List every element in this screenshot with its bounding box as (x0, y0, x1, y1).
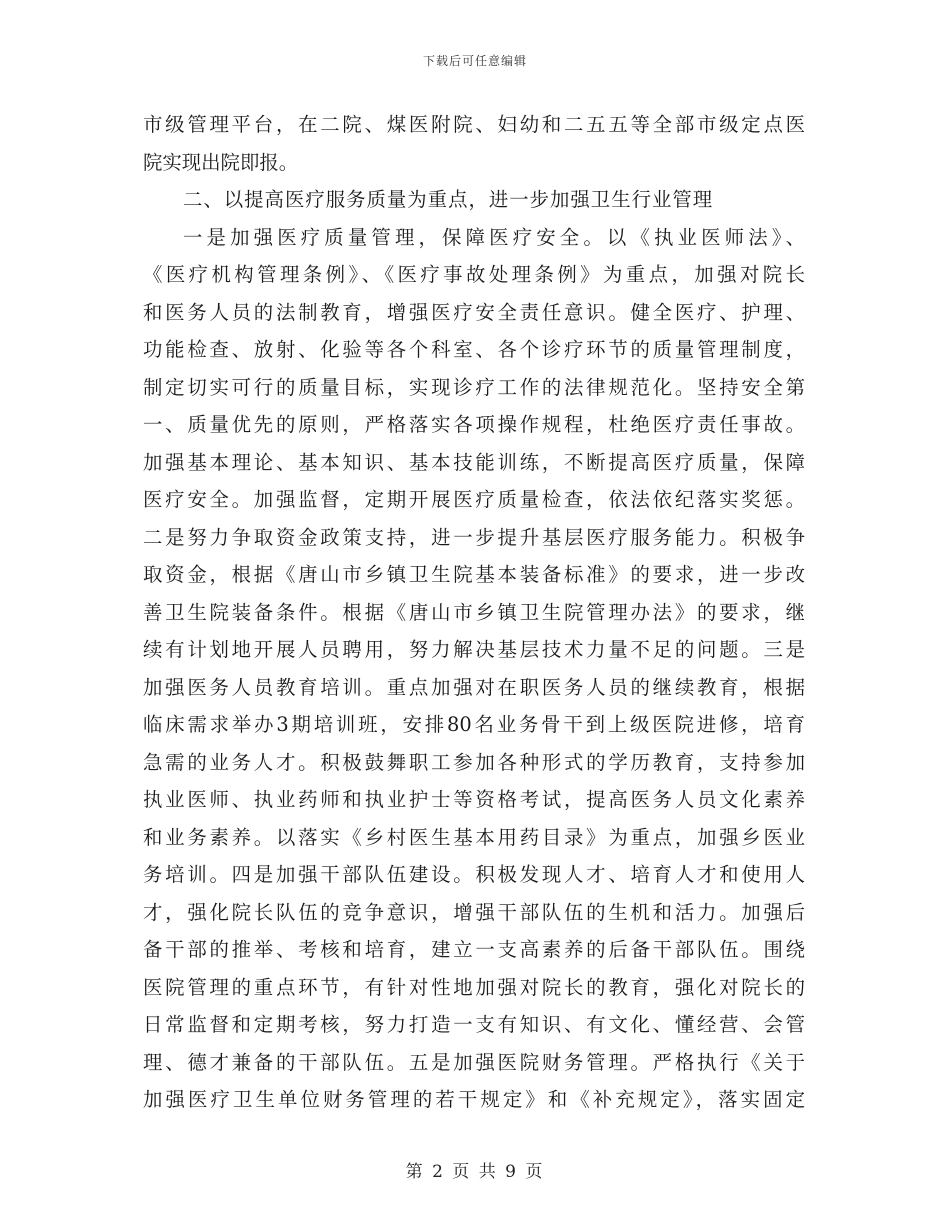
document-body (143, 106, 805, 1119)
body-line: 一、质量优先的原则，严格落实各项操作规程，杜绝医疗责任事故。 (143, 413, 805, 436)
body-line: 务培训。四是加强干部队伍建设。积极发现人才、培育人才和使用人 (143, 863, 805, 886)
body-line: 续有计划地开展人员聘用，努力解决基层技术力量不足的问题。三是 (143, 638, 805, 661)
body-line: 功能检查、放射、化验等各个科室、各个诊疗环节的质量管理制度， (143, 338, 805, 361)
body-line: 执业医师、执业药师和执业护士等资格考试，提高医务人员文化素养 (143, 788, 805, 811)
body-line: 和医务人员的法制教育，增强医疗安全责任意识。健全医疗、护理、 (143, 300, 805, 324)
body-line: 日常监督和定期考核，努力打造一支有知识、有文化、懂经营、会管 (143, 1013, 805, 1036)
body-line: 才，强化院长队伍的竞争意识，增强干部队伍的生机和活力。加强后 (143, 900, 805, 924)
body-line: 院实现出院即报。 (143, 150, 299, 174)
body-line: 急需的业务人才。积极鼓舞职工参加各种形式的学历教育，支持参加 (143, 750, 805, 774)
body-line: 《医疗机构管理条例》、《医疗事故处理条例》为重点，加强对院长 (143, 263, 805, 286)
body-line: 和业务素养。以落实《乡村医生基本用药目录》为重点，加强乡医业 (143, 825, 805, 849)
body-line: 医疗安全。加强监督，定期开展医疗质量检查，依法依纪落实奖惩。 (143, 488, 805, 511)
body-line: 加强医务人员教育培训。重点加强对在职医务人员的继续教育，根据 (143, 675, 805, 699)
body-line: 理、德才兼备的干部队伍。五是加强医院财务管理。严格执行《关于 (143, 1050, 805, 1074)
body-line: 备干部的推举、考核和培育，建立一支高素养的后备干部队伍。围绕 (143, 938, 805, 961)
body-line: 善卫生院装备条件。根据《唐山市乡镇卫生院管理办法》的要求，继 (143, 600, 805, 624)
body-line: 加强医疗卫生单位财务管理的若干规定》和《补充规定》，落实固定 (143, 1088, 805, 1111)
body-line: 加强基本理论、基本知识、基本技能训练，不断提高医疗质量，保障 (143, 450, 805, 474)
body-line: 取资金，根据《唐山市乡镇卫生院基本装备标准》的要求，进一步改 (143, 563, 805, 586)
body-line: 制定切实可行的质量目标，实现诊疗工作的法律规范化。坚持安全第 (143, 375, 805, 399)
body-line: 一是加强医疗质量管理，保障医疗安全。以《执业医师法》、 (183, 225, 805, 249)
body-line: 医院管理的重点环节，有针对性地加强对院长的教育，强化对院长的 (143, 975, 805, 999)
page-number: 第 2 页 共 9 页 (405, 1162, 545, 1182)
page-header: 下载后可任意编辑 (422, 54, 527, 68)
body-line: 临床需求举办3期培训班，安排80名业务骨干到上级医院进修，培育 (143, 713, 805, 736)
section-heading: 二、以提高医疗服务质量为重点，进一步加强卫生行业管理 (183, 188, 714, 211)
body-line: 市级管理平台，在二院、煤医附院、妇幼和二五五等全部市级定点医 (143, 113, 805, 136)
body-line: 二是努力争取资金政策支持，进一步提升基层医疗服务能力。积极争 (143, 525, 805, 549)
